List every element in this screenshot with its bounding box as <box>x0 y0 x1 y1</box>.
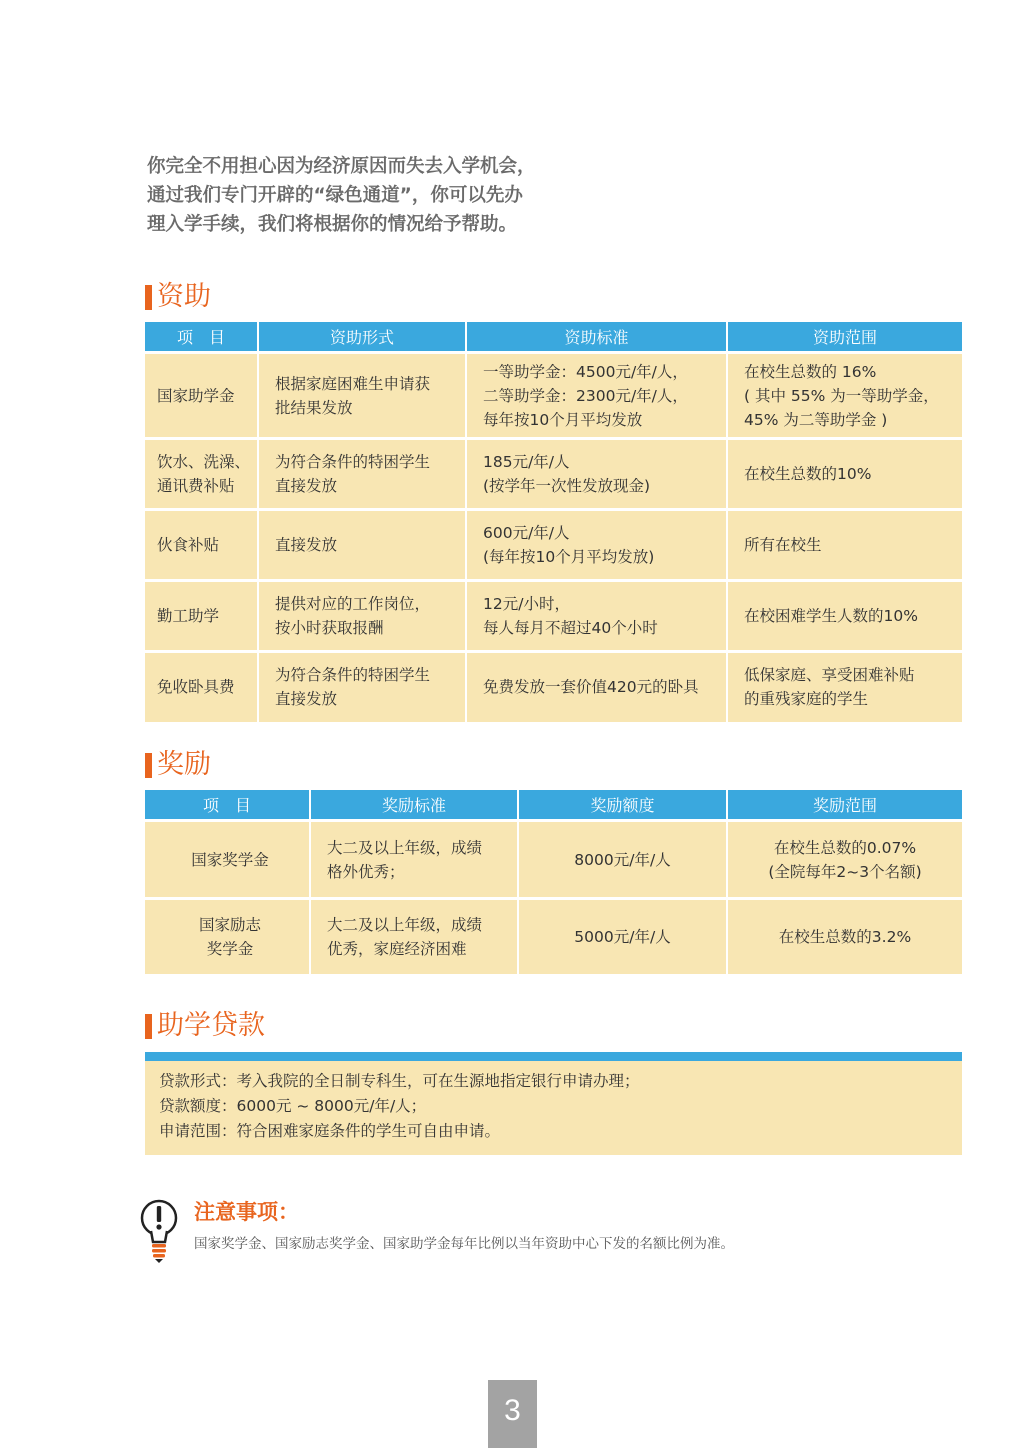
aid-cell-standard-line: 12元/小时， <box>483 595 570 613</box>
reward-cell-standard-line: 优秀，家庭经济困难 <box>327 939 467 958</box>
intro-paragraph <box>147 152 607 239</box>
reward-header-scope: 奖励范围 <box>727 790 962 821</box>
aid-cell-form-line: 按小时获取报酬 <box>275 619 384 637</box>
aid-table-header <box>145 322 962 353</box>
reward-table <box>145 790 962 974</box>
notice-title: 注意事项： <box>194 1200 299 1224</box>
table-row <box>145 652 962 722</box>
table-row <box>145 510 962 581</box>
aid-cell-form-line: 为符合条件的特困学生 <box>275 453 431 471</box>
aid-cell-scope-line: 在校困难学生人数的10% <box>744 607 918 625</box>
aid-cell-item <box>145 353 258 439</box>
reward-cell-amount-line: 8000元/年/人 <box>574 850 671 869</box>
reward-header-amount: 奖励额度 <box>518 790 727 821</box>
aid-cell-standard <box>466 652 727 722</box>
table-row <box>145 581 962 652</box>
reward-cell-item <box>145 899 310 974</box>
aid-cell-scope-line: 在校生总数的10% <box>744 465 872 483</box>
aid-cell-standard-line: (每年按10个月平均发放) <box>483 548 655 566</box>
reward-cell-standard-line: 大二及以上年级，成绩 <box>327 838 483 857</box>
reward-cell-standard-line: 大二及以上年级，成绩 <box>327 915 483 934</box>
aid-header-standard: 资助标准 <box>466 322 727 353</box>
reward-cell-item-line: 国家励志 <box>198 915 261 934</box>
aid-cell-item-line: 饮水、洗澡、 <box>157 453 251 471</box>
loan-line-amount: 贷款额度：6000元 ~ 8000元/年/人； <box>159 1097 427 1115</box>
aid-cell-item-line: 国家助学金 <box>157 386 235 405</box>
aid-cell-item <box>145 510 258 581</box>
reward-cell-item-line: 奖学金 <box>206 939 254 958</box>
aid-cell-standard-line: 每年按10个月平均发放 <box>483 410 643 429</box>
aid-cell-form <box>258 510 466 581</box>
aid-cell-form-line: 直接发放 <box>275 477 338 495</box>
table-row <box>145 353 962 439</box>
aid-cell-item-line: 勤工助学 <box>157 607 220 625</box>
reward-section-title: 奖励 <box>145 748 211 782</box>
reward-cell-standard-line: 格外优秀； <box>327 862 405 881</box>
reward-cell-scope-line: 在校生总数的3.2% <box>778 927 912 946</box>
notice-text: 国家奖学金、国家励志奖学金、国家助学金每年比例以当年资助中心下发的名额比例为准。 <box>194 1236 734 1252</box>
aid-cell-scope <box>727 353 962 439</box>
reward-cell-amount <box>518 899 727 974</box>
aid-cell-scope <box>727 652 962 722</box>
reward-header-standard: 奖励标准 <box>310 790 518 821</box>
aid-cell-scope <box>727 581 962 652</box>
table-row <box>145 439 962 510</box>
loan-section-title: 助学贷款 <box>145 1009 265 1043</box>
lightbulb-exclamation-icon <box>139 1198 179 1266</box>
aid-cell-scope-line: 45% 为二等助学金 ) <box>744 410 888 429</box>
loan-info-box <box>145 1061 962 1155</box>
aid-cell-standard-line: 185元/年/人 <box>483 453 570 471</box>
intro-line: 通过我们专门开辟的“绿色通道”，你可以先办 <box>147 185 523 206</box>
aid-cell-standard <box>466 510 727 581</box>
aid-cell-standard <box>466 439 727 510</box>
aid-cell-form-line: 直接发放 <box>275 690 338 709</box>
aid-cell-item-line: 免收卧具费 <box>157 678 235 697</box>
reward-table-header <box>145 790 962 821</box>
aid-cell-form-line: 批结果发放 <box>275 398 353 417</box>
aid-cell-form <box>258 439 466 510</box>
aid-section-title: 资助 <box>145 280 211 314</box>
intro-line: 你完全不用担心因为经济原因而失去入学机会， <box>147 156 536 177</box>
aid-cell-form <box>258 652 466 722</box>
reward-cell-item-line: 国家奖学金 <box>191 850 269 869</box>
loan-line-form: 贷款形式：考入我院的全日制专科生，可在生源地指定银行申请办理； <box>159 1072 640 1090</box>
aid-cell-scope-line: 在校生总数的 16% <box>744 362 877 381</box>
reward-cell-amount <box>518 821 727 899</box>
reward-cell-amount-line: 5000元/年/人 <box>574 927 671 946</box>
aid-cell-scope-line: 的重残家庭的学生 <box>744 690 869 709</box>
aid-cell-standard-line: 一等助学金：4500元/年/人， <box>483 362 688 381</box>
aid-cell-form-line: 为符合条件的特困学生 <box>275 666 431 685</box>
aid-cell-standard-line: 二等助学金：2300元/年/人， <box>483 386 688 405</box>
intro-line: 理入学手续，我们将根据你的情况给予帮助。 <box>147 214 518 235</box>
loan-header-bar <box>145 1052 962 1061</box>
aid-cell-form-line: 根据家庭困难生申请获 <box>275 374 431 393</box>
aid-cell-scope <box>727 510 962 581</box>
reward-cell-scope <box>727 899 962 974</box>
aid-cell-item <box>145 652 258 722</box>
aid-cell-form-line: 提供对应的工作岗位， <box>275 595 431 613</box>
reward-header-item: 项 目 <box>145 790 310 821</box>
aid-header-scope: 资助范围 <box>727 322 962 353</box>
aid-cell-form <box>258 581 466 652</box>
aid-cell-scope-line: 所有在校生 <box>744 536 822 554</box>
aid-cell-standard <box>466 353 727 439</box>
aid-cell-item <box>145 581 258 652</box>
aid-cell-scope-line: ( 其中 55% 为一等助学金， <box>744 386 939 405</box>
aid-cell-standard-line: 600元/年/人 <box>483 524 570 542</box>
reward-cell-scope-line: 在校生总数的0.07% <box>773 838 917 857</box>
page-number: 3 <box>488 1380 537 1448</box>
reward-cell-scope-line: (全院每年2~3个名额) <box>768 862 922 881</box>
aid-cell-form-line: 直接发放 <box>275 536 338 554</box>
aid-cell-standard <box>466 581 727 652</box>
aid-header-item: 项 目 <box>145 322 258 353</box>
aid-cell-scope-line: 低保家庭、享受困难补贴 <box>744 666 915 685</box>
aid-cell-form <box>258 353 466 439</box>
aid-cell-standard-line: 每人每月不超过40个小时 <box>483 619 658 637</box>
reward-cell-scope <box>727 821 962 899</box>
aid-cell-scope <box>727 439 962 510</box>
aid-table <box>145 322 962 722</box>
table-row <box>145 899 962 974</box>
table-row <box>145 821 962 899</box>
reward-cell-standard <box>310 821 518 899</box>
aid-cell-standard-line: (按学年一次性发放现金) <box>483 477 651 495</box>
aid-cell-standard-line: 免费发放一套价值420元的卧具 <box>483 678 699 697</box>
loan-line-scope: 申请范围：符合困难家庭条件的学生可自由申请。 <box>159 1122 501 1140</box>
reward-cell-item <box>145 821 310 899</box>
aid-header-form: 资助形式 <box>258 322 466 353</box>
aid-cell-item-line: 通讯费补贴 <box>157 477 235 495</box>
aid-cell-item-line: 伙食补贴 <box>157 536 220 554</box>
aid-cell-item <box>145 439 258 510</box>
reward-cell-standard <box>310 899 518 974</box>
